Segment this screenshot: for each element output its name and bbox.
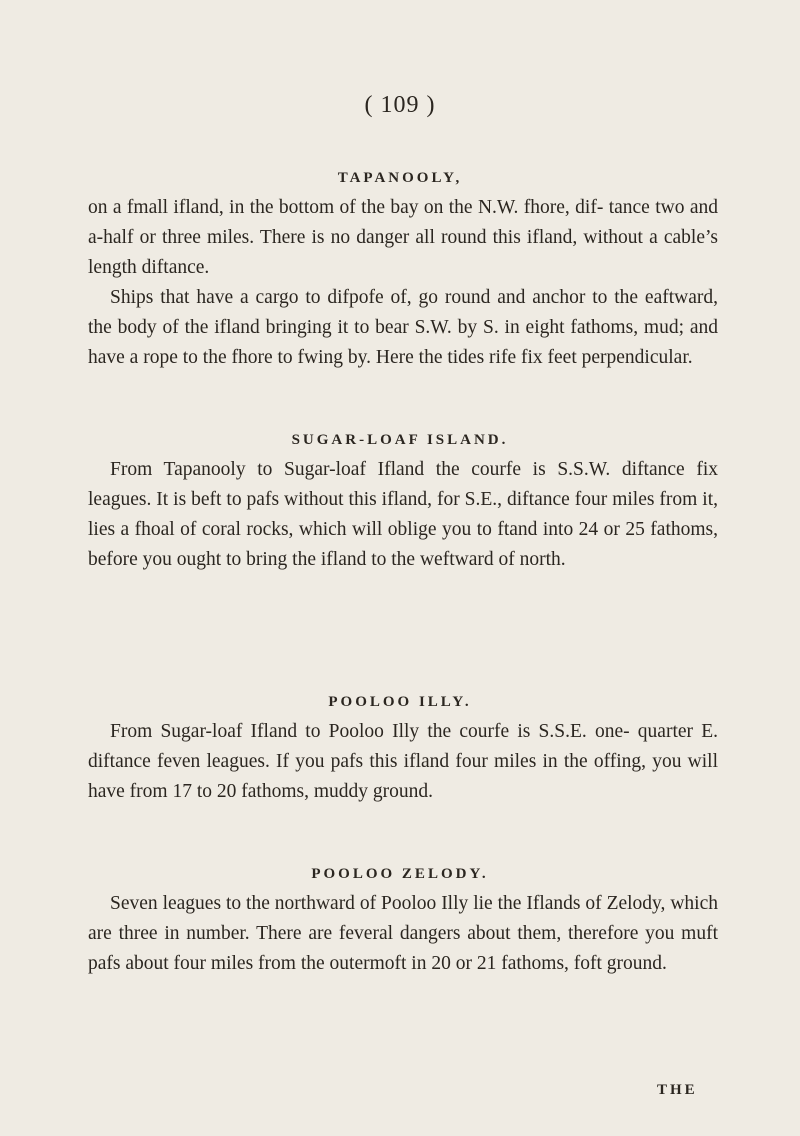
catchword: THE [657, 1082, 698, 1098]
section-body-pooloo-illy [88, 717, 718, 807]
paragraph: on a fmall ifland, in the bottom of the bay on the N.W. fhore, dif- tance two and a-half or three miles. There is no danger all round this ifland, without a cable’s length diftance. [88, 197, 718, 278]
section-heading-pooloo-illy: POOLOO ILLY. [328, 694, 472, 710]
paragraph: From Sugar-loaf Ifland to Pooloo Illy the courfe is S.S.E. one- quarter E. diftance feven leagues. If you pafs this ifland four miles in the offing, you will have from 17 to 20 fathoms, muddy ground. [88, 721, 718, 802]
section-body-pooloo-zelody [88, 889, 718, 979]
paragraph: From Tapanooly to Sugar-loaf Ifland the courfe is S.S.W. diftance fix leagues. It is beft to pafs without this ifland, for S.E., diftance four miles from it, lies a fhoal of coral rocks, which will oblige you to ftand into 24 or 25 fathoms, before you ought to bring the ifland to the weftward of north. [88, 459, 718, 570]
section-heading-tapanooly: TAPANOOLY, [337, 170, 463, 186]
page-number: ( 109 ) [364, 92, 436, 118]
section-body-sugar-loaf-island [88, 455, 718, 575]
paragraph: Ships that have a cargo to difpofe of, go round and anchor to the eaftward, the body of the ifland bringing it to bear S.W. by S. in eight fathoms, mud; and have a rope to the fhore to fwing by. Here the tides rife fix feet perpendicular. [88, 287, 718, 368]
section-body-tapanooly [88, 193, 718, 373]
section-heading-pooloo-zelody: POOLOO ZELODY. [311, 866, 489, 882]
section-heading-sugar-loaf-island: SUGAR-LOAF ISLAND. [291, 432, 509, 448]
paragraph: Seven leagues to the northward of Pooloo Illy lie the Iflands of Zelody, which are three in number. There are feveral dangers about them, therefore you muft pafs about four miles from the outermoft in 20 or 21 fathoms, foft ground. [88, 893, 718, 974]
